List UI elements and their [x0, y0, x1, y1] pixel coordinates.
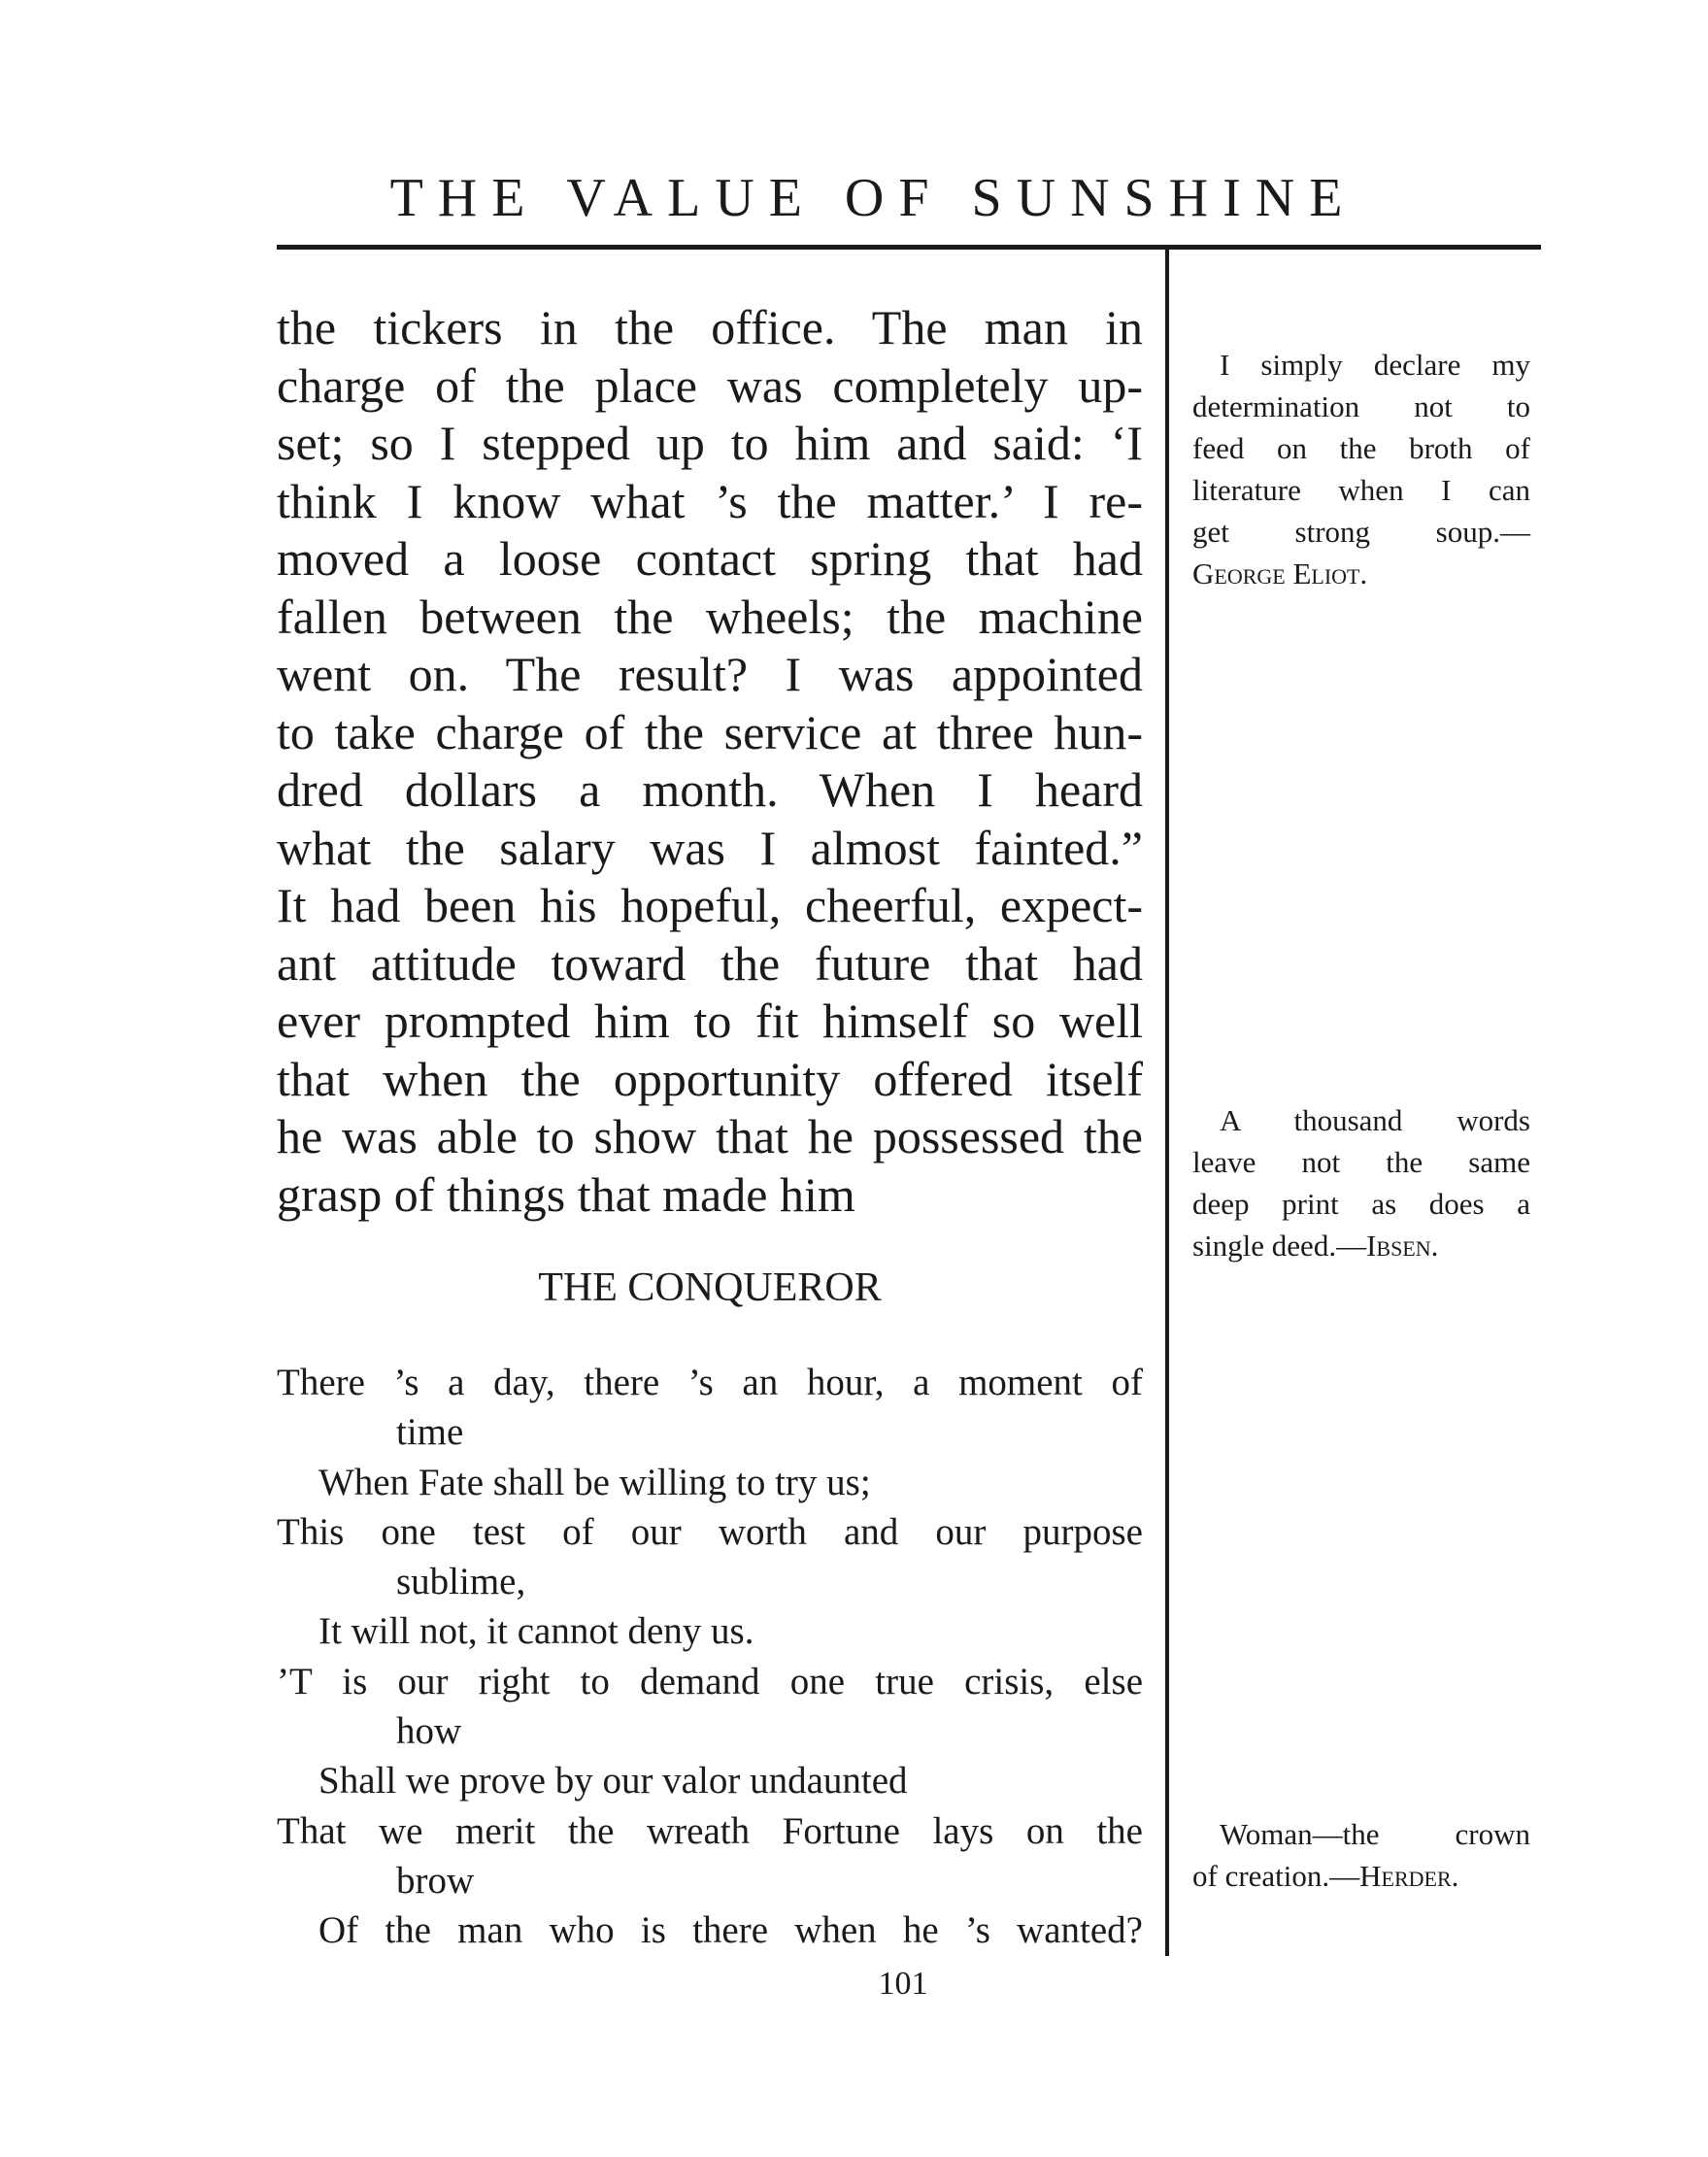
body-line: that when the opportunity offered itself: [277, 1051, 1143, 1106]
quote-line: get strong soup.—: [1192, 515, 1530, 549]
quote-line: literature when I can: [1192, 473, 1530, 507]
poem-line: ’T is our right to demand one true crisis, else: [277, 1660, 1143, 1702]
quote-line: deep print as does a: [1192, 1187, 1530, 1221]
body-line: ant attitude toward the future that had: [277, 935, 1143, 991]
body-line: grasp of things that made him: [277, 1166, 855, 1222]
body-line: to take charge of the service at three hun-: [277, 704, 1143, 759]
poem-title: THE CONQUEROR: [538, 1265, 882, 1310]
poem-line: When Fate shall be willing to try us;: [318, 1461, 871, 1503]
quote-line: I simply declare my: [1220, 348, 1530, 382]
poem-line: Shall we prove by our valor undaunted: [318, 1760, 908, 1803]
poem-line: There ’s a day, there ’s an hour, a moment of: [277, 1362, 1143, 1403]
running-header: THE VALUE OF SUNSHINE: [389, 168, 1357, 228]
sidebar-quote-ibsen: [1192, 1099, 1530, 1266]
body-line: moved a loose contact spring that had: [277, 531, 1143, 586]
body-line: charge of the place was completely up-: [277, 357, 1143, 413]
body-text: [277, 299, 1143, 1224]
body-line: set; so I stepped up to him and said: ‘I: [277, 416, 1143, 470]
quote-line: determination not to: [1192, 389, 1530, 423]
quote-author: Ibsen.: [1366, 1229, 1439, 1263]
sidebar-quote-herder: [1192, 1813, 1530, 1897]
page-number: 101: [878, 1966, 928, 2002]
sidebar-quote-eliot: [1192, 344, 1530, 594]
body-line: the tickers in the office. The man in: [277, 300, 1143, 354]
quote-text: of creation.—: [1192, 1859, 1360, 1893]
quote-line: [1192, 1855, 1530, 1897]
header-rule: [277, 245, 1541, 250]
quote-line: A thousand words: [1220, 1103, 1530, 1137]
body-line: dred dollars a month. When I heard: [277, 762, 1143, 817]
poem-line: It will not, it cannot deny us.: [318, 1610, 754, 1653]
quote-author: Herder.: [1359, 1859, 1459, 1893]
column-divider: [1165, 245, 1169, 1956]
quote-line: feed on the broth of: [1192, 431, 1530, 465]
body-line: what the salary was I almost fainted.”: [277, 820, 1143, 875]
quote-text: single deed.—: [1192, 1229, 1367, 1263]
quote-line: Woman—the crown: [1220, 1817, 1530, 1851]
poem-line: That we merit the wreath Fortune lays on the: [277, 1809, 1143, 1852]
body-line: he was able to show that he possessed the: [277, 1109, 1143, 1163]
poem-line: time: [396, 1411, 464, 1454]
body-line: ever prompted him to fit himself so well: [277, 994, 1143, 1048]
poem-line: sublime,: [396, 1561, 526, 1603]
quote-line: leave not the same: [1192, 1145, 1530, 1179]
body-line: It had been his hopeful, cheerful, expect-: [277, 878, 1143, 932]
quote-author: George Eliot.: [1192, 556, 1368, 590]
body-line: went on. The result? I was appointed: [277, 647, 1143, 701]
poem-line: This one test of our worth and our purpose: [277, 1510, 1143, 1553]
body-line: think I know what ’s the matter.’ I re-: [277, 473, 1143, 528]
poem-line: Of the man who is there when he ’s wanted?: [318, 1909, 1143, 1952]
poem-line: how: [396, 1710, 462, 1753]
quote-line: [1192, 1225, 1530, 1266]
poem: [277, 1358, 1143, 1956]
body-line: fallen between the wheels; the machine: [277, 589, 1143, 644]
poem-line: brow: [396, 1859, 475, 1902]
